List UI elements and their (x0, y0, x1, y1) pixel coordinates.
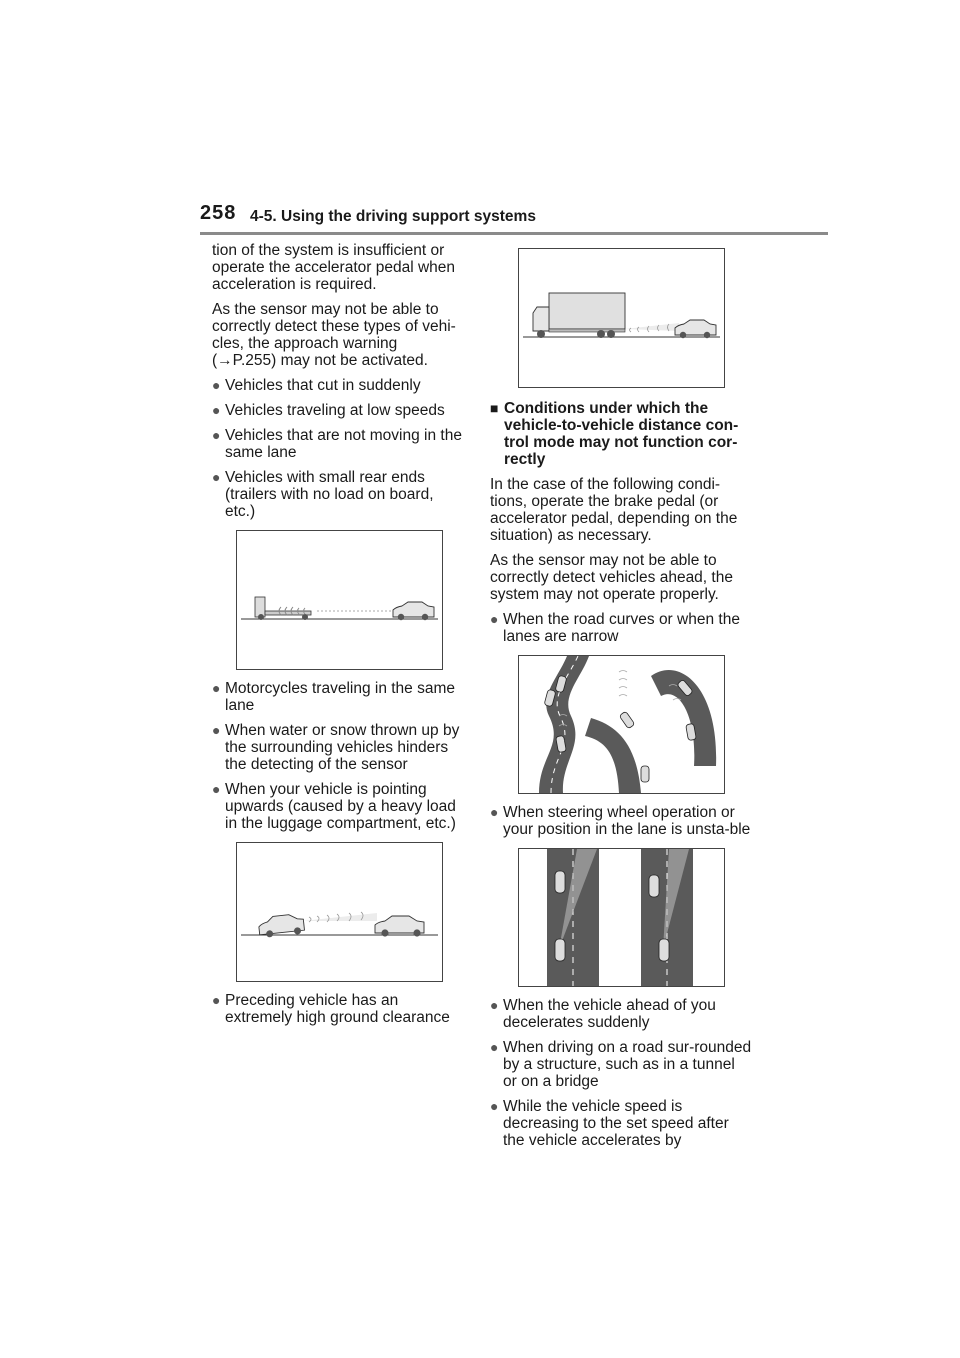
list-item: ● Vehicles with small rear ends (trailers with no load on board, etc.) (212, 469, 434, 520)
unstable-lane-position-illustration (518, 848, 725, 987)
bullet-icon: ● (212, 722, 221, 738)
bullet-icon: ● (212, 427, 221, 443)
bullet-icon: ● (490, 1039, 499, 1055)
bullet-icon: ● (490, 997, 499, 1013)
bullet-icon: ● (212, 469, 221, 485)
left-column (212, 242, 464, 1034)
bullet-icon: ● (212, 402, 221, 418)
list-item: ● Vehicles that are not moving in the same lane (212, 427, 462, 461)
list-item: ● When driving on a road sur-rounded by a structure, such as in a tunnel or on a bridge (490, 1039, 752, 1090)
list-item: ● Vehicles traveling at low speeds (212, 402, 445, 419)
section-title: 4-5. Using the driving support systems (250, 208, 536, 225)
bullet-icon: ● (490, 1098, 499, 1114)
list-item: ● When the vehicle ahead of you decelerates suddenly (490, 997, 716, 1031)
page-number: 258 (200, 202, 237, 224)
bullet-icon: ● (490, 611, 499, 627)
bullet-icon: ● (212, 781, 221, 797)
list-item: ● While the vehicle speed is decreasing to the set speed after the vehicle accelerates by (490, 1098, 729, 1149)
bullet-icon: ● (212, 680, 221, 696)
square-marker-icon: ■ (490, 400, 499, 416)
conditions-paragraph-1: In the case of the following condi-tions, operate the brake pedal (or accelerator pedal, depending on the situation) as necessary. (490, 476, 738, 544)
list-item: ● Motorcycles traveling in the same lane (212, 680, 456, 714)
list-item: ● When steering wheel operation or your position in the lane is unsta-ble (490, 804, 751, 838)
page-header (200, 202, 828, 234)
curved-narrow-roads-illustration (518, 655, 725, 794)
conditions-paragraph-2: As the sensor may not be able to correctly detect vehicles ahead, the system may not operate properly. (490, 552, 733, 603)
car-following-empty-trailer-illustration (236, 530, 443, 670)
list-item: ● Vehicles that cut in suddenly (212, 377, 421, 394)
bullet-icon: ● (212, 992, 221, 1008)
intro-paragraph-1: tion of the system is insufficient or operate the accelerator pedal when acceleration is required. (212, 242, 455, 293)
list-item: ● Preceding vehicle has an extremely high ground clearance (212, 992, 450, 1026)
right-column (490, 242, 752, 1157)
list-item: ● When your vehicle is pointing upwards (caused by a heavy load in the luggage compartment, etc.) (212, 781, 456, 832)
bullet-icon: ● (212, 377, 221, 393)
car-following-high-clearance-truck-illustration (518, 248, 725, 388)
list-item: ● When the road curves or when the lanes are narrow (490, 611, 740, 645)
list-item: ● When water or snow thrown up by the surrounding vehicles hinders the detecting of the sensor (212, 722, 460, 773)
header-divider (200, 232, 828, 235)
conditions-heading: ■ Conditions under which the vehicle-to-vehicle distance con-trol mode may not function cor-rectly (490, 400, 739, 468)
raised-car-following-car-illustration (236, 842, 443, 982)
bullet-icon: ● (490, 804, 499, 820)
intro-paragraph-2: As the sensor may not be able to correctly detect these types of vehi-cles, the approach warning (→P.255) may not be activated. (212, 301, 456, 369)
